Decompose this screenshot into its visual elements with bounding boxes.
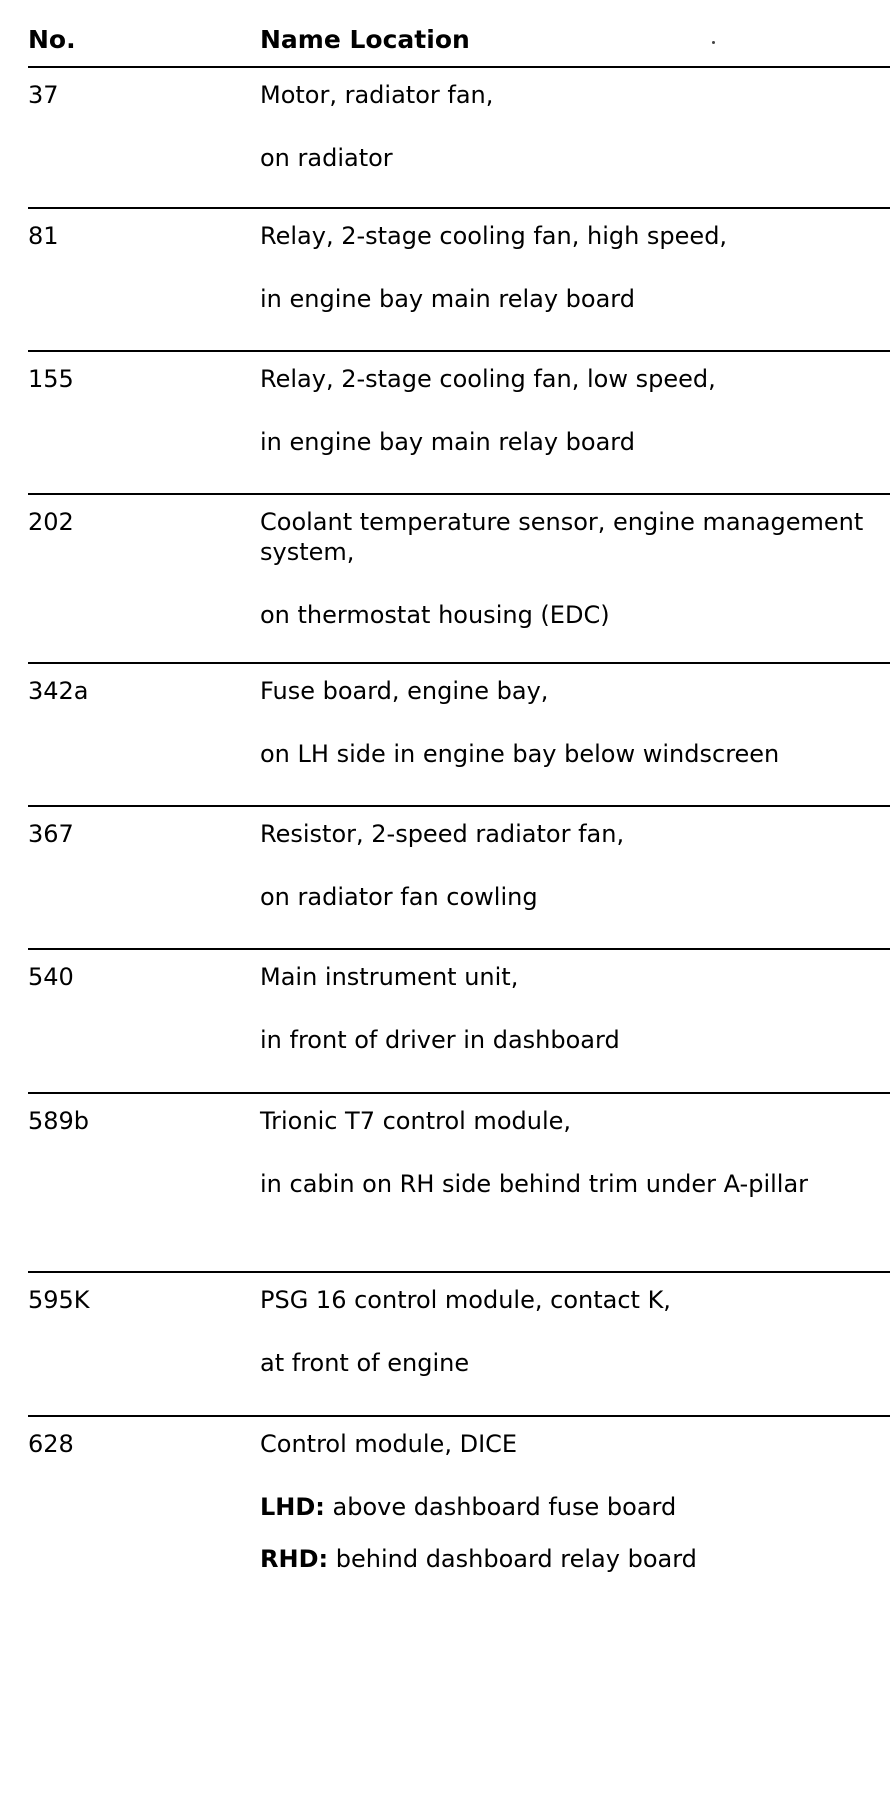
lhd-text: above dashboard fuse board bbox=[332, 1493, 677, 1521]
row-description bbox=[260, 1106, 888, 1199]
row-number: 367 bbox=[28, 820, 74, 848]
row-name: Relay, 2-stage cooling fan, high speed, bbox=[260, 222, 728, 250]
row-number: 540 bbox=[28, 963, 74, 991]
row-number: 595K bbox=[28, 1286, 90, 1314]
row-name: Resistor, 2-speed radiator fan, bbox=[260, 820, 625, 848]
row-number: 589b bbox=[28, 1107, 90, 1135]
row-name: Relay, 2-stage cooling fan, low speed, bbox=[260, 365, 716, 393]
table-row bbox=[28, 495, 890, 664]
lhd-label: LHD: bbox=[260, 1493, 325, 1521]
row-location: in engine bay main relay board bbox=[260, 428, 635, 456]
row-description bbox=[260, 1285, 888, 1378]
row-description bbox=[260, 364, 888, 457]
table-row bbox=[28, 1273, 890, 1417]
row-location: on thermostat housing (EDC) bbox=[260, 601, 610, 629]
row-location-rhd bbox=[260, 1544, 888, 1574]
table-row bbox=[28, 209, 890, 352]
row-description bbox=[260, 819, 888, 912]
row-name: Main instrument unit, bbox=[260, 963, 519, 991]
row-location: on LH side in engine bay below windscreen bbox=[260, 740, 780, 768]
row-description bbox=[260, 80, 888, 173]
row-name: Trionic T7 control module, bbox=[260, 1107, 572, 1135]
row-description bbox=[260, 507, 888, 630]
row-number: 155 bbox=[28, 365, 74, 393]
row-description bbox=[260, 962, 888, 1055]
row-number: 37 bbox=[28, 81, 59, 109]
row-location: in engine bay main relay board bbox=[260, 285, 635, 313]
rhd-label: RHD: bbox=[260, 1545, 329, 1573]
row-name: PSG 16 control module, contact K, bbox=[260, 1286, 671, 1314]
row-location: on radiator bbox=[260, 144, 393, 172]
table-row bbox=[28, 352, 890, 495]
table-row bbox=[28, 68, 890, 209]
row-location: at front of engine bbox=[260, 1349, 470, 1377]
row-description bbox=[260, 1429, 888, 1574]
row-number: 342a bbox=[28, 677, 89, 705]
header-name-location: Name Location bbox=[260, 25, 470, 54]
row-location: in front of driver in dashboard bbox=[260, 1026, 620, 1054]
scan-speck bbox=[712, 41, 715, 44]
table-row bbox=[28, 1417, 890, 1667]
row-name: Motor, radiator fan, bbox=[260, 81, 494, 109]
row-location: on radiator fan cowling bbox=[260, 883, 538, 911]
row-location-lhd bbox=[260, 1492, 888, 1522]
row-name: Fuse board, engine bay, bbox=[260, 677, 549, 705]
row-number: 81 bbox=[28, 222, 59, 250]
table-row bbox=[28, 807, 890, 950]
row-name: Control module, DICE bbox=[260, 1430, 518, 1458]
rhd-text: behind dashboard relay board bbox=[335, 1545, 697, 1573]
table-header bbox=[28, 0, 890, 68]
table-row bbox=[28, 664, 890, 807]
table-row bbox=[28, 950, 890, 1094]
row-description bbox=[260, 221, 888, 314]
row-number: 202 bbox=[28, 508, 74, 536]
header-no: No. bbox=[28, 25, 76, 54]
table-row bbox=[28, 1094, 890, 1273]
row-name: Coolant temperature sensor, engine management system, bbox=[260, 508, 864, 566]
row-number: 628 bbox=[28, 1430, 74, 1458]
row-description bbox=[260, 676, 888, 769]
row-location: in cabin on RH side behind trim under A-pillar bbox=[260, 1170, 809, 1198]
